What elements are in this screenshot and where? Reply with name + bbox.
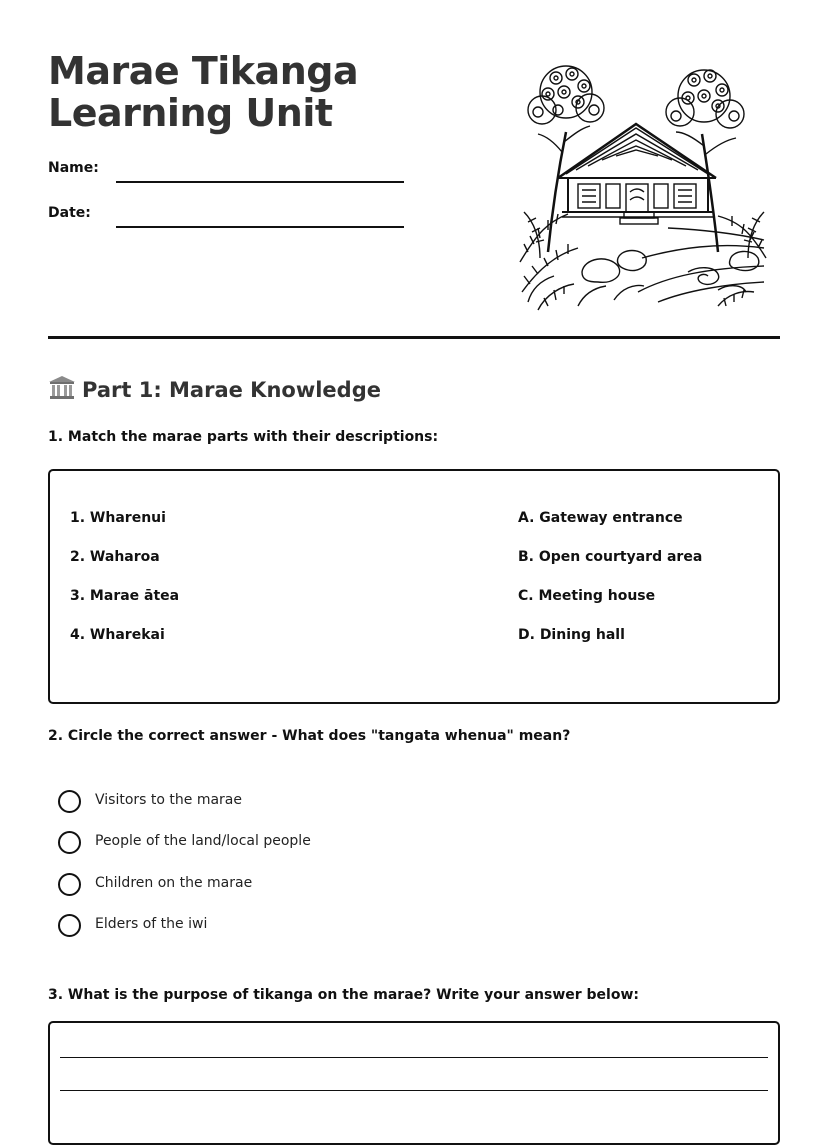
marae-illustration: [518, 62, 768, 312]
q3-prompt: 3. What is the purpose of tikanga on the marae? Write your answer below:: [48, 987, 640, 1003]
option-label: Elders of the iwi: [95, 916, 208, 932]
matching-box: [48, 469, 780, 704]
page-title: Marae Tikanga Learning Unit: [48, 49, 359, 135]
name-label: Name:: [48, 160, 99, 176]
radio-circle[interactable]: [58, 914, 81, 937]
q1-prompt: 1. Match the marae parts with their descriptions:: [48, 429, 439, 445]
radio-circle[interactable]: [58, 790, 81, 813]
q2-prompt: 2. Circle the correct answer - What does "tangata whenua" mean?: [48, 728, 571, 744]
worksheet-page: [48, 0, 780, 1003]
classical-building-icon: [48, 374, 76, 405]
name-field[interactable]: [48, 160, 408, 184]
date-field[interactable]: [48, 205, 408, 229]
match-left-item[interactable]: 1. Wharenui: [70, 510, 166, 526]
answer-line[interactable]: [60, 1090, 768, 1091]
date-label: Date:: [48, 205, 91, 221]
option-label: Children on the marae: [95, 875, 253, 891]
part1-title-text: Part 1: Marae Knowledge: [82, 378, 381, 402]
match-right-item[interactable]: C. Meeting house: [518, 588, 656, 604]
q3-answer-box[interactable]: [48, 1021, 780, 1145]
radio-circle[interactable]: [58, 831, 81, 854]
option-label: People of the land/local people: [95, 833, 311, 849]
name-input-line[interactable]: [116, 181, 404, 183]
date-input-line[interactable]: [116, 226, 404, 228]
match-left-item[interactable]: 3. Marae ātea: [70, 588, 180, 604]
radio-circle[interactable]: [58, 873, 81, 896]
worksheet-header: [48, 0, 780, 340]
match-right-item[interactable]: B. Open courtyard area: [518, 549, 703, 565]
match-left-item[interactable]: 2. Waharoa: [70, 549, 160, 565]
option-label: Visitors to the marae: [95, 792, 242, 808]
match-left-item[interactable]: 4. Wharekai: [70, 627, 165, 643]
part1-title: [48, 374, 381, 405]
answer-line[interactable]: [60, 1057, 768, 1058]
match-right-item[interactable]: D. Dining hall: [518, 627, 625, 643]
match-right-item[interactable]: A. Gateway entrance: [518, 510, 683, 526]
header-divider: [48, 336, 780, 339]
